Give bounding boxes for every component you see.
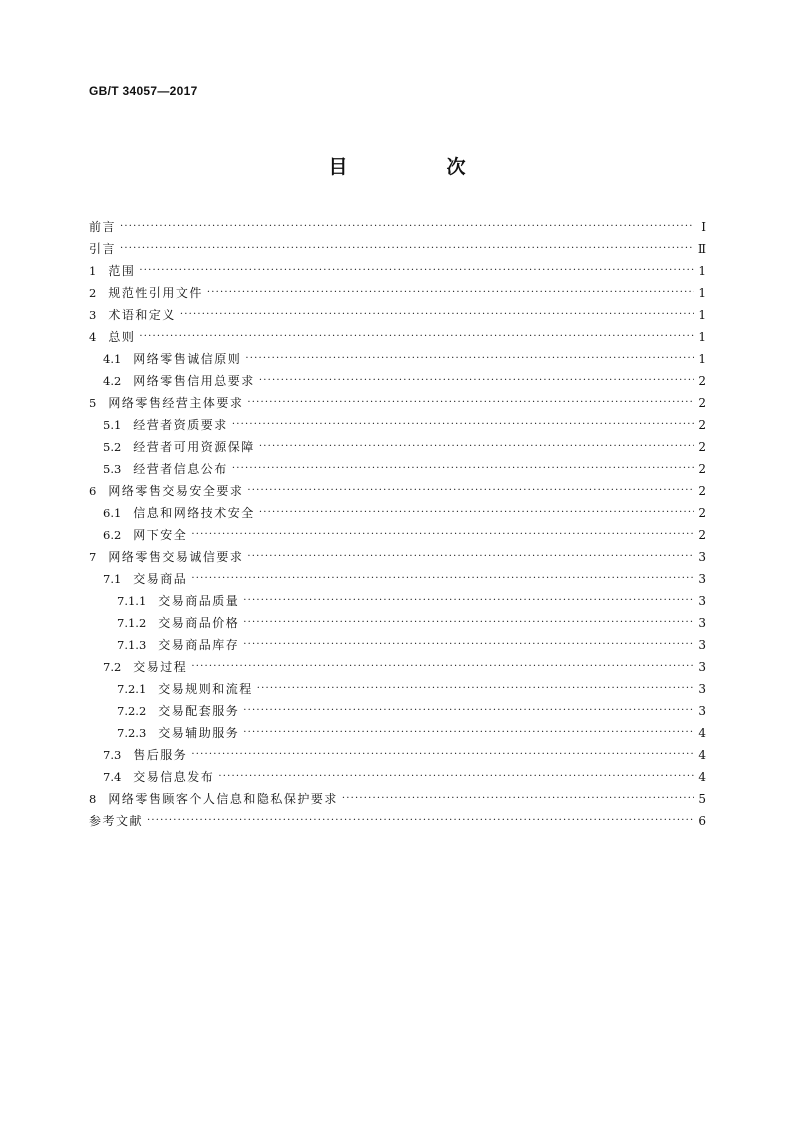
dot-leader (245, 348, 694, 370)
toc-entry-label: 网络零售交易诚信要求 (108, 550, 244, 564)
dot-leader (180, 304, 694, 326)
dot-leader (191, 524, 694, 546)
toc-entry-number: 7.3 (103, 748, 122, 762)
toc-entry-number: 5 (89, 396, 97, 410)
toc-entry-label: 网络零售顾客个人信息和隐私保护要求 (108, 792, 338, 806)
dot-leader (243, 590, 694, 612)
toc-entry-page: Ⅱ (697, 242, 706, 256)
toc-entry-number: 7.2.1 (117, 682, 147, 696)
toc-entry-number: 5.1 (103, 418, 122, 432)
toc-entry-page: 2 (698, 484, 706, 498)
toc-entry-number: 7.2.3 (117, 726, 147, 740)
dot-leader (218, 766, 694, 788)
toc-entry[interactable] (89, 766, 706, 788)
dot-leader (191, 656, 694, 678)
toc-entry-number: 7.2.2 (117, 704, 147, 718)
toc-entry[interactable] (89, 238, 706, 260)
toc-entry-page: 2 (698, 374, 706, 388)
toc-entry-page: 1 (698, 286, 706, 300)
dot-leader (207, 282, 694, 304)
dot-leader (259, 436, 694, 458)
toc-entry[interactable] (89, 612, 706, 634)
toc-entry-label: 引言 (89, 242, 117, 256)
toc-entry-page: 4 (698, 748, 706, 762)
toc-entry[interactable] (89, 722, 706, 744)
toc-entry-label: 交易辅助服务 (158, 726, 240, 740)
toc-entry-page: 3 (698, 550, 706, 564)
toc-entry-label: 交易商品库存 (158, 638, 240, 652)
toc-entry-label: 信息和网络技术安全 (133, 506, 255, 520)
toc-entry-label: 网络零售交易安全要求 (108, 484, 244, 498)
toc-entry-number: 3 (89, 308, 97, 322)
toc-entry-number: 1 (89, 264, 97, 278)
toc-entry[interactable] (89, 326, 706, 348)
toc-entry-label: 规范性引用文件 (108, 286, 203, 300)
dot-leader (247, 480, 694, 502)
toc-entry-label: 交易过程 (133, 660, 188, 674)
toc-entry-label: 范围 (108, 264, 136, 278)
dot-leader (191, 568, 694, 590)
toc-entry-number: 4.2 (103, 374, 122, 388)
toc-entry-label: 交易商品价格 (158, 616, 240, 630)
dot-leader (342, 788, 694, 810)
toc-entry-page: 3 (698, 572, 706, 586)
toc-entry-label: 前言 (89, 220, 117, 234)
toc-entry-number: 5.2 (103, 440, 122, 454)
toc-entry-page: 1 (698, 308, 706, 322)
toc-entry-label: 网络零售经营主体要求 (108, 396, 244, 410)
toc-entry-label: 网下安全 (133, 528, 188, 542)
toc-entry-number: 7.1 (103, 572, 122, 586)
toc-entry-label: 术语和定义 (108, 308, 176, 322)
toc-entry-page: 1 (698, 264, 706, 278)
dot-leader (243, 612, 694, 634)
toc-entry-number: 6 (89, 484, 97, 498)
toc-entry-page: 3 (698, 682, 706, 696)
toc-entry[interactable] (89, 634, 706, 656)
toc-entry-number: 7 (89, 550, 97, 564)
toc-entry-page: 3 (698, 594, 706, 608)
dot-leader (243, 722, 694, 744)
dot-leader (232, 458, 694, 480)
toc-entry[interactable] (89, 216, 706, 238)
toc-entry-number: 4 (89, 330, 97, 344)
toc-entry-page: 2 (698, 528, 706, 542)
dot-leader (139, 260, 694, 282)
dot-leader (139, 326, 694, 348)
dot-leader (259, 502, 694, 524)
toc-entry-number: 5.3 (103, 462, 122, 476)
toc-entry[interactable] (89, 656, 706, 678)
dot-leader (120, 216, 694, 238)
toc-entry[interactable] (89, 546, 706, 568)
toc-entry-page: 4 (698, 770, 706, 784)
toc-entry[interactable] (89, 788, 706, 810)
toc-entry-label: 交易商品 (133, 572, 188, 586)
toc-entry-number: 7.4 (103, 770, 122, 784)
toc-entry[interactable] (89, 480, 706, 502)
toc-entry-page: 1 (698, 352, 706, 366)
toc-entry[interactable] (89, 810, 706, 832)
toc-entry-number: 6.2 (103, 528, 122, 542)
toc-entry-label: 交易信息发布 (133, 770, 215, 784)
toc-entry-page: Ⅰ (701, 220, 706, 234)
toc-entry-number: 8 (89, 792, 97, 806)
toc-entry-label: 交易商品质量 (158, 594, 240, 608)
toc-entry-label: 网络零售诚信原则 (133, 352, 242, 366)
toc-entry[interactable] (89, 590, 706, 612)
toc-entry[interactable] (89, 370, 706, 392)
toc-entry-label: 交易规则和流程 (158, 682, 253, 696)
toc-entry[interactable] (89, 744, 706, 766)
toc-entry-page: 5 (698, 792, 706, 806)
dot-leader (243, 700, 694, 722)
toc-entry[interactable] (89, 436, 706, 458)
toc-entry-number: 2 (89, 286, 97, 300)
toc-entry-label: 参考文献 (89, 814, 144, 828)
toc-entry-page: 1 (698, 330, 706, 344)
dot-leader (247, 392, 694, 414)
toc-entry-label: 经营者信息公布 (133, 462, 228, 476)
toc-entry-label: 总则 (108, 330, 136, 344)
toc-entry-page: 2 (698, 396, 706, 410)
dot-leader (232, 414, 694, 436)
dot-leader (147, 810, 694, 832)
toc-entry-number: 4.1 (103, 352, 122, 366)
toc-entry[interactable] (89, 348, 706, 370)
toc-entry[interactable] (89, 304, 706, 326)
toc-entry[interactable] (89, 502, 706, 524)
toc-entry-label: 售后服务 (133, 748, 188, 762)
toc-entry-number: 7.1.2 (117, 616, 147, 630)
toc-entry[interactable] (89, 414, 706, 436)
toc-entry[interactable] (89, 458, 706, 480)
dot-leader (247, 546, 694, 568)
toc-entry[interactable] (89, 568, 706, 590)
dot-leader (243, 634, 694, 656)
toc-entry-page: 6 (698, 814, 706, 828)
dot-leader (259, 370, 694, 392)
toc-entry-number: 6.1 (103, 506, 122, 520)
dot-leader (120, 238, 694, 260)
toc-entry-page: 3 (698, 660, 706, 674)
toc-entry-page: 3 (698, 704, 706, 718)
table-of-contents (89, 216, 706, 832)
dot-leader (257, 678, 694, 700)
toc-entry-page: 2 (698, 418, 706, 432)
toc-entry-label: 经营者资质要求 (133, 418, 228, 432)
toc-entry-page: 3 (698, 638, 706, 652)
toc-entry-page: 3 (698, 616, 706, 630)
toc-entry-label: 经营者可用资源保障 (133, 440, 255, 454)
toc-entry-label: 网络零售信用总要求 (133, 374, 255, 388)
toc-entry-number: 7.1.3 (117, 638, 147, 652)
toc-entry[interactable] (89, 524, 706, 546)
toc-entry-page: 2 (698, 462, 706, 476)
toc-entry[interactable] (89, 678, 706, 700)
toc-entry[interactable] (89, 392, 706, 414)
toc-entry-label: 交易配套服务 (158, 704, 240, 718)
standard-code: GB/T 34057—2017 (89, 84, 198, 98)
toc-entry-number: 7.2 (103, 660, 122, 674)
toc-entry-number: 7.1.1 (117, 594, 147, 608)
toc-entry-page: 4 (698, 726, 706, 740)
toc-entry[interactable] (89, 260, 706, 282)
dot-leader (191, 744, 694, 766)
toc-entry[interactable] (89, 282, 706, 304)
toc-entry[interactable] (89, 700, 706, 722)
toc-entry-page: 2 (698, 440, 706, 454)
toc-entry-page: 2 (698, 506, 706, 520)
page-title: 目 次 (328, 156, 506, 178)
